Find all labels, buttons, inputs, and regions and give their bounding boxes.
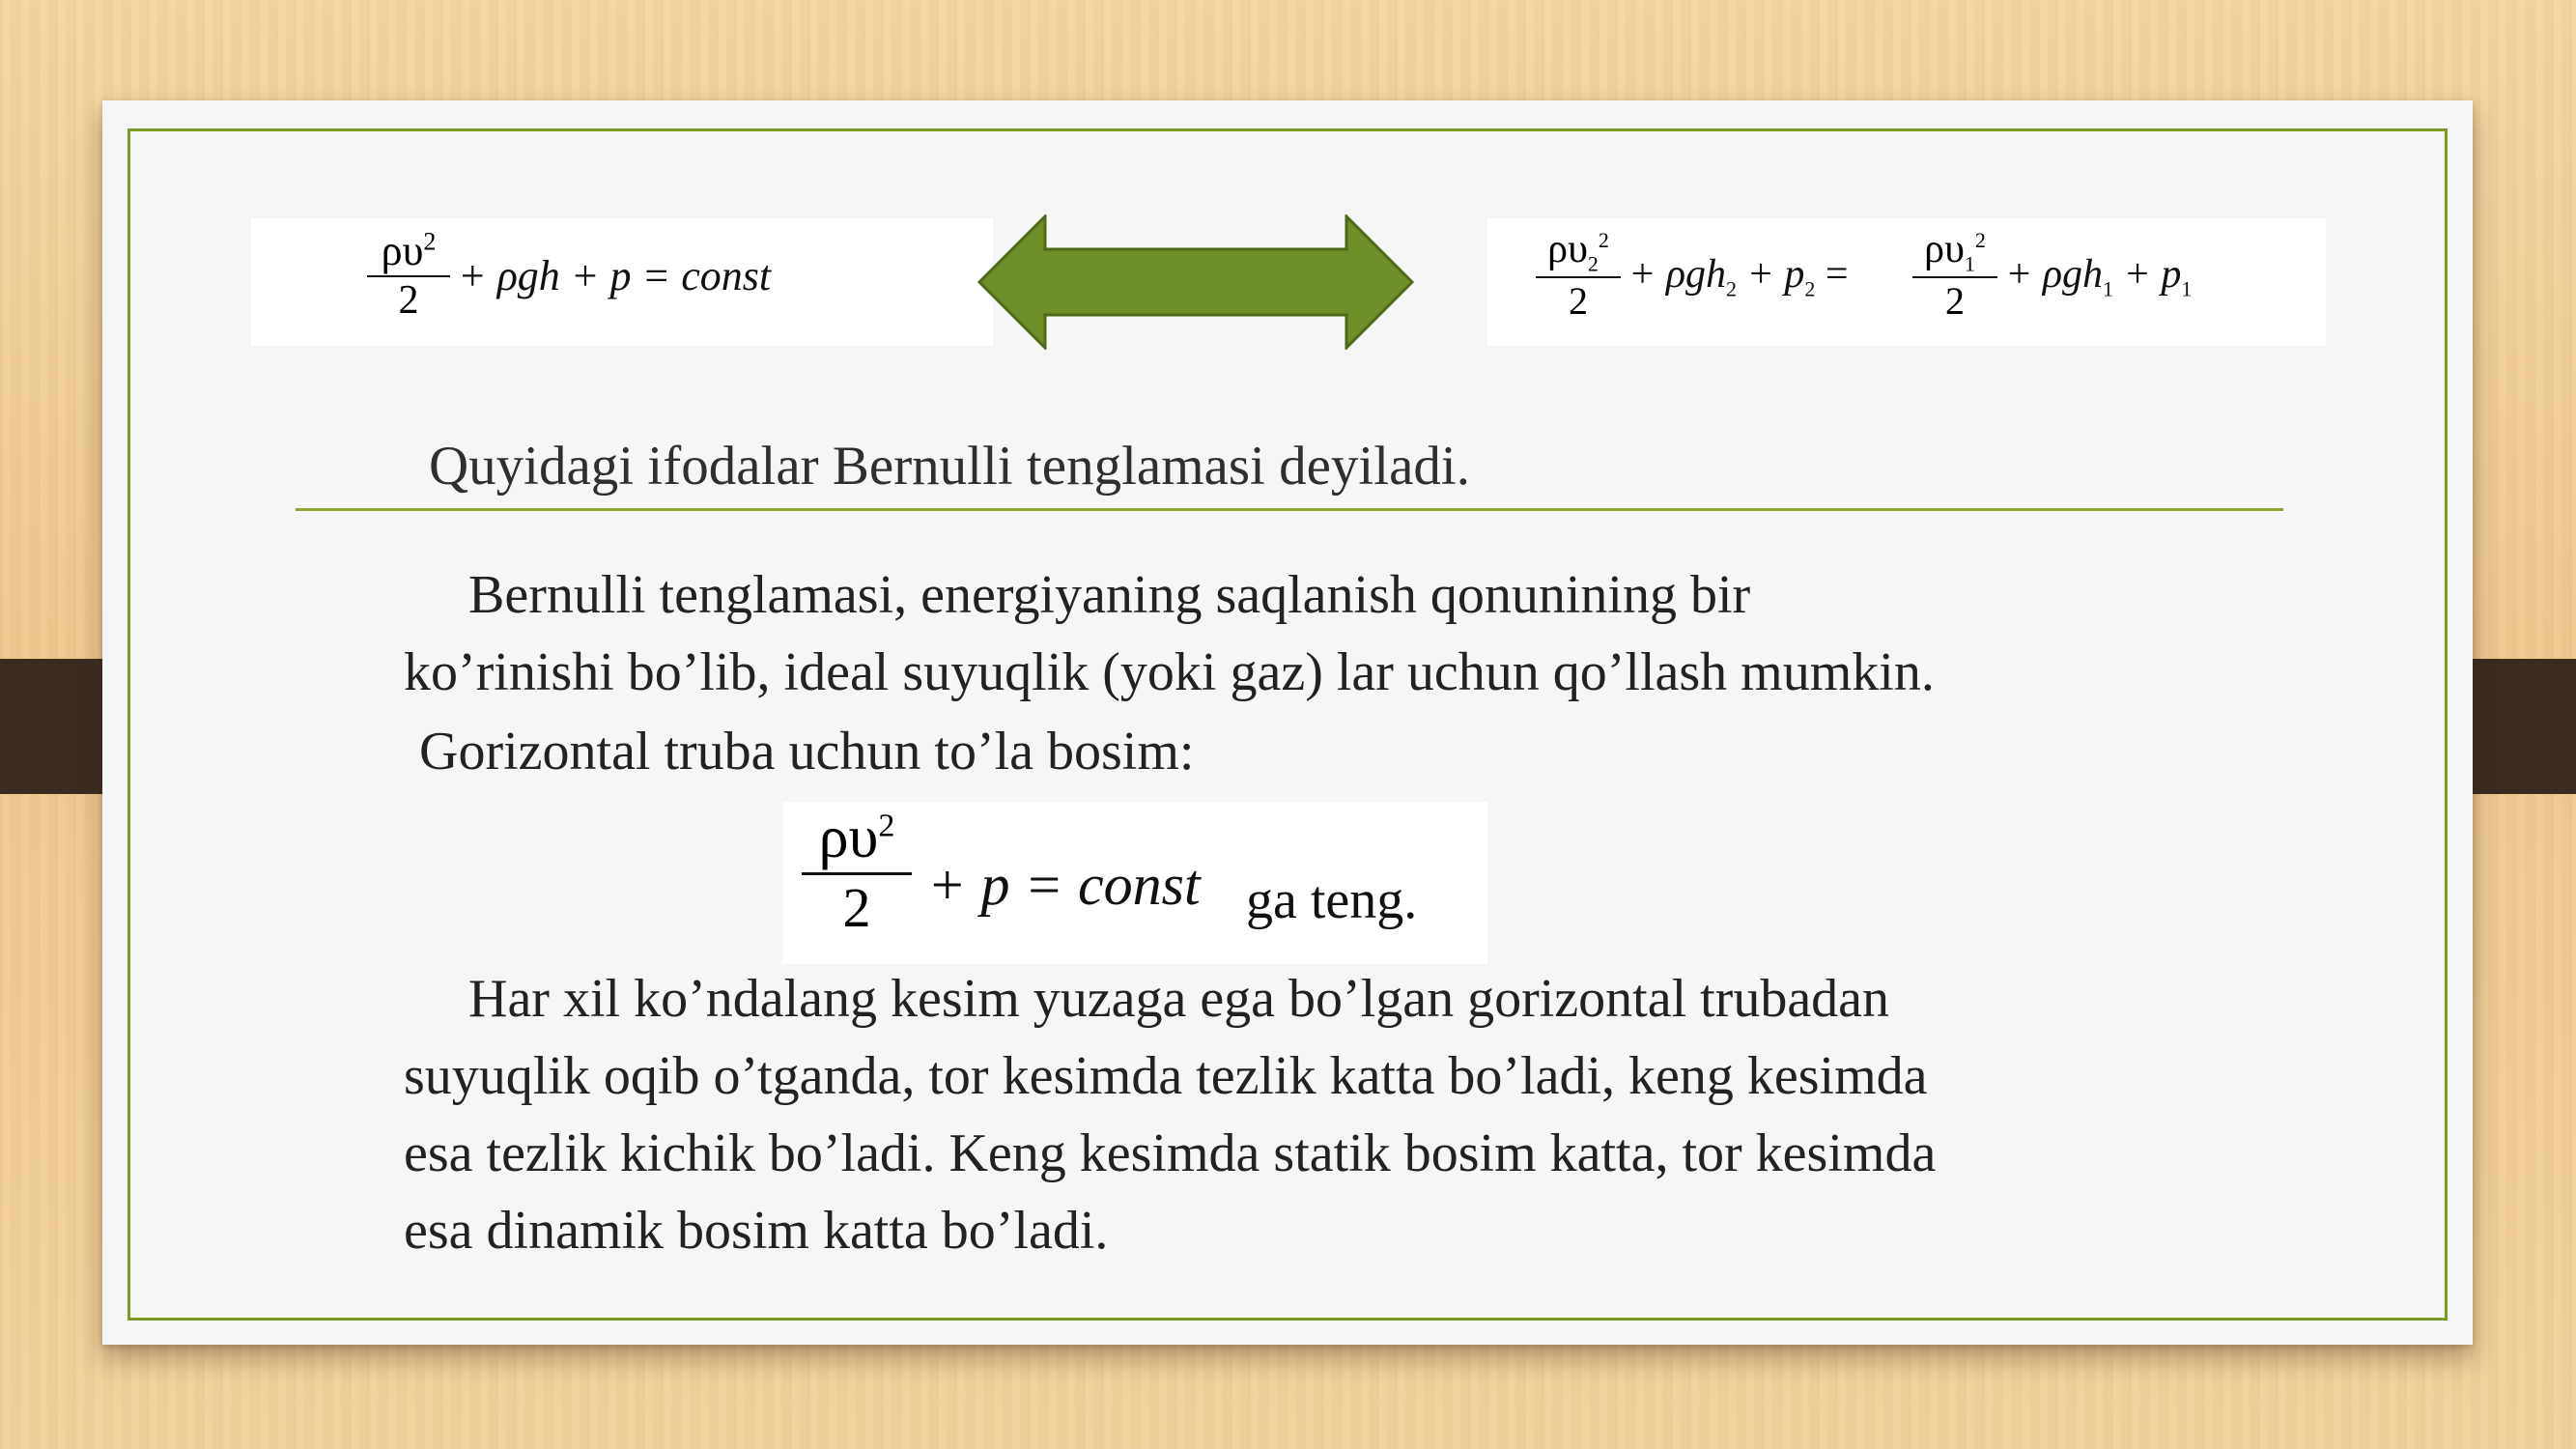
equation-horizontal-box xyxy=(782,802,1487,964)
equation-general-terms: + ρgh + p = const xyxy=(458,252,772,299)
equation-horizontal-terms: + p = const xyxy=(927,853,1201,917)
equation-sections-left-fraction: $\rho\upsilon_2^2$ 2 xyxy=(1536,226,1621,324)
equation-suffix: ga teng. xyxy=(1246,870,1418,930)
equation-horizontal-fraction: $\rho\upsilon^2$ 2 xyxy=(802,804,912,940)
slide-heading: Quyidagi ifodalar Bernulli tenglamasi deyiladi. xyxy=(429,436,1470,497)
equation-general-box xyxy=(251,218,993,346)
equation-general-fraction: $\rho\upsilon^2$ 2 xyxy=(367,226,450,324)
paragraph2-line1: Har xil ko’ndalang kesim yuzaga ega bo’lgan gorizontal trubadan xyxy=(468,969,1890,1029)
equation-sections-right-fraction: $\rho\upsilon_1^2$ 2 xyxy=(1912,226,1997,324)
equation-sections-left-terms: + $\rho gh_2 + p_2$ = xyxy=(1628,252,1849,301)
equation-sections-box xyxy=(1487,218,2326,346)
double-arrow-icon xyxy=(977,214,1414,350)
paragraph1-line2: ko’rinishi bo’lib, ideal suyuqlik (yoki gaz) lar uchun qo’llash mumkin. xyxy=(404,642,1935,702)
paragraph1-line3: Gorizontal truba uchun to’la bosim: xyxy=(419,722,1195,781)
paragraph2-line3: esa tezlik kichik bo’ladi. Keng kesimda statik bosim katta, tor kesimda xyxy=(404,1123,1937,1183)
paragraph2-line4: esa dinamik bosim katta bo’ladi. xyxy=(404,1201,1109,1261)
paragraph2-line2: suyuqlik oqib o’tganda, tor kesimda tezlik katta bo’ladi, keng kesimda xyxy=(404,1046,1928,1106)
heading-divider xyxy=(296,508,2283,511)
equation-sections-right-terms: + $\rho gh_1 + p_1$ xyxy=(2005,252,2193,301)
paragraph1-line1: Bernulli tenglamasi, energiyaning saqlanish qonunining bir xyxy=(468,565,1751,625)
